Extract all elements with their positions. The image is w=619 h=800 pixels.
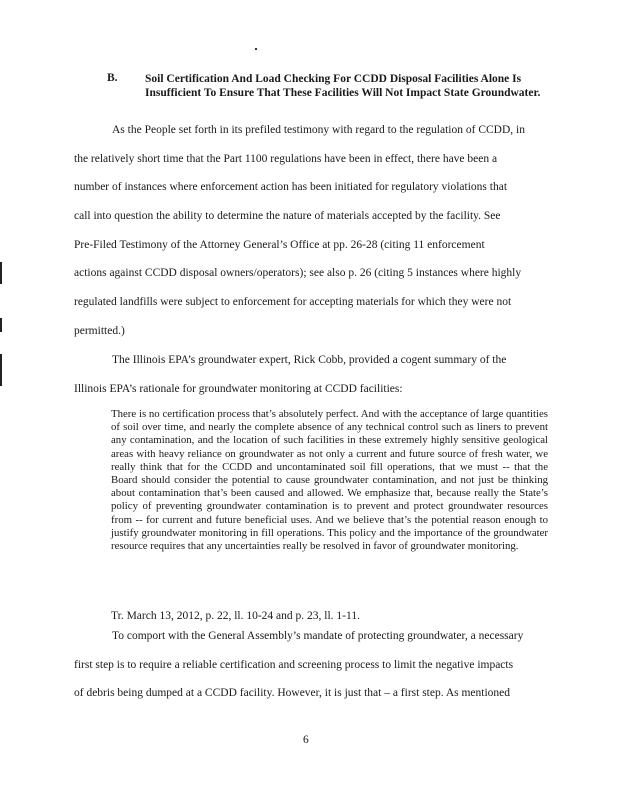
- paragraph-3-line: first step is to require a reliable certification and screening process to limit the negative impacts: [74, 658, 514, 671]
- section-heading: Soil Certification And Load Checking For CCDD Disposal Facilities Alone Is Insufficient To Ensure That These Facilities Will Not Impact State Groundwater.: [145, 73, 541, 99]
- transcript-citation: Tr. March 13, 2012, p. 22, ll. 10-24 and p. 23, ll. 1-11.: [111, 610, 360, 622]
- scan-edge-mark: [0, 262, 2, 284]
- paragraph-1-line: As the People set forth in its prefiled testimony with regard to the regulation of CCDD, in: [112, 124, 525, 136]
- paragraph-2: [74, 346, 549, 403]
- paragraph-1-line: call into question the ability to determine the nature of materials accepted by the facility. See: [74, 210, 501, 223]
- section-label: B.: [107, 72, 118, 84]
- paragraph-1-line: permitted.): [74, 324, 125, 337]
- paragraph-1-line: Pre-Filed Testimony of the Attorney General’s Office at pp. 26-28 (citing 11 enforcement: [74, 238, 485, 251]
- scan-edge-mark: [0, 354, 2, 386]
- paragraph-1: [74, 116, 549, 346]
- paragraph-3: [74, 622, 549, 708]
- paragraph-1-line: the relatively short time that the Part 1100 regulations have been in effect, there have been a: [74, 152, 498, 165]
- scan-speck: [255, 48, 257, 50]
- paragraph-1-line: number of instances where enforcement action has been initiated for regulatory violations that: [74, 181, 508, 194]
- paragraph-3-line: To comport with the General Assembly’s mandate of protecting groundwater, a necessary: [112, 630, 524, 642]
- paragraph-3-line: of debris being dumped at a CCDD facility. However, it is just that – a first step. As mentioned: [74, 687, 511, 700]
- page-number: 6: [303, 734, 309, 746]
- paragraph-2-line: The Illinois EPA’s groundwater expert, Rick Cobb, provided a cogent summary of the: [112, 354, 507, 366]
- block-quote: There is no certification process that’s absolutely perfect. And with the acceptance of large quantities of soil over time, and nearly the complete absence of any technical control such as liners to prevent any contamination, and the location of such facilities in these extremely highly sensitive geological areas with heavy reliance on groundwater as not only a current and future source of fresh water, we really think that for the CCDD and uncontaminated soil fill operations, that we must -- that the Board should consider the potential to cause groundwater contamination, and not just be thinking about contamination that’s been caused and allowed. We emphasize that, because really the State’s policy of preventing groundwater contamination is to prevent and protect groundwater resources from -- for current and future beneficial uses. And we believe that’s the potential reason enough to justify groundwater monitoring in fill operations. This policy and the importance of the groundwater resource requires that any uncertainties really be resolved in favor of groundwater monitoring.: [111, 408, 548, 553]
- paragraph-1-line: regulated landfills were subject to enforcement for accepting materials for which they were not: [74, 296, 512, 309]
- scan-edge-mark: [0, 318, 2, 332]
- paragraph-1-line: actions against CCDD disposal owners/operators); see also p. 26 (citing 5 instances where highly: [74, 267, 522, 280]
- paragraph-2-line: Illinois EPA’s rationale for groundwater monitoring at CCDD facilities:: [74, 382, 403, 395]
